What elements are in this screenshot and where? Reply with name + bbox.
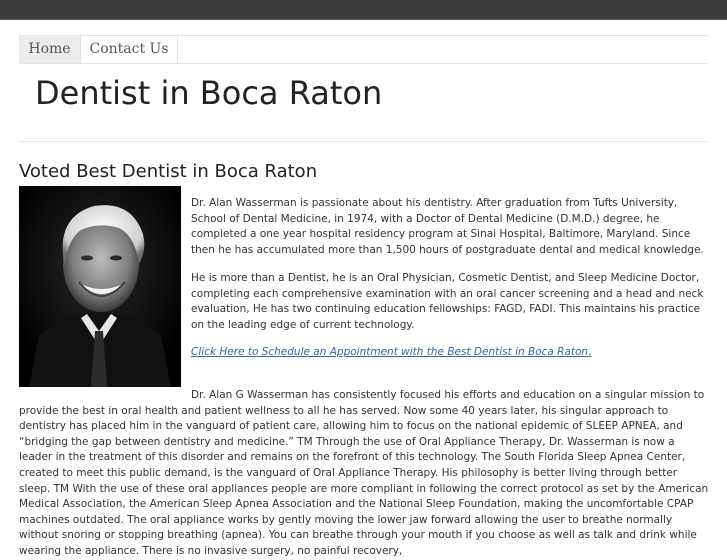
nav-home[interactable]: Home	[19, 36, 81, 63]
site-title: Dentist in Boca Raton	[35, 74, 383, 112]
header-divider	[19, 141, 707, 142]
credentials-paragraph: He is more than a Dentist, he is an Oral Physician, Cosmetic Dentist, and Sleep Medicine Doctor, completing each comprehensive examination with an oral cancer screening and a head and neck evaluation, He has two continuing education fellowships: FAGD, FADI. This maintains his practice on the leading edge of current technology.	[191, 272, 704, 331]
browser-top-bar	[0, 0, 727, 20]
main-nav	[19, 35, 707, 64]
schedule-appointment-link-wrap	[191, 345, 591, 361]
link-suffix: .	[588, 346, 592, 358]
mission-paragraph: Dr. Alan G Wasserman has consistently focused his efforts and education on a singular mission to provide the best in oral health and patient wellness to all he has served. Now some 40 years later, his singular approach to dentistry has placed him in the vanguard of patient care, allowing him to focus on the national epidemic of SLEEP APNEA, and “bridging the gap between dentistry and medicine.” TM Through the use of Oral Appliance Therapy, Dr. Wasserman is now a leader in the treatment of this disorder and remains on the forefront of this technology. The South Florida Sleep Apnea Center, created to meet this public demand, is the vanguard of Oral Appliance Therapy. His philosophy is better living through better sleep. TM With the use of these oral appliances people are more compliant in following the correct protocol as set by the American Medical Association, the American Sleep Apnea Association and the National Sleep Foundation, making the uncomfortable CPAP machines outdated. The oral appliance works by gently moving the lower jaw forward allowing the user to breathe normally without snoring or stopping breathing (apnea). You can breathe through your mouth if you choose as well as talk and drink while wearing the appliance. There is no invasive surgery, no painful recovery,	[19, 389, 709, 557]
portrait-photo-icon	[19, 186, 181, 387]
section-heading: Voted Best Dentist in Boca Raton	[19, 161, 318, 182]
schedule-appointment-link[interactable]: Click Here to Schedule an Appointment with the Best Dentist in Boca Raton	[191, 346, 589, 358]
doctor-portrait-photo	[19, 186, 181, 387]
nav-contact-us[interactable]: Contact Us	[81, 36, 178, 63]
intro-paragraph: Dr. Alan Wasserman is passionate about his dentistry. After graduation from Tufts University, School of Dental Medicine, in 1974, with a Doctor of Dental Medicine (D.M.D.) degree, he completed a one year hospital residency program at Sinai Hospital, Baltimore, Maryland. Since then he has accumulated more than 1,500 hours of postgraduate dental and medical knowledge.	[191, 197, 704, 256]
